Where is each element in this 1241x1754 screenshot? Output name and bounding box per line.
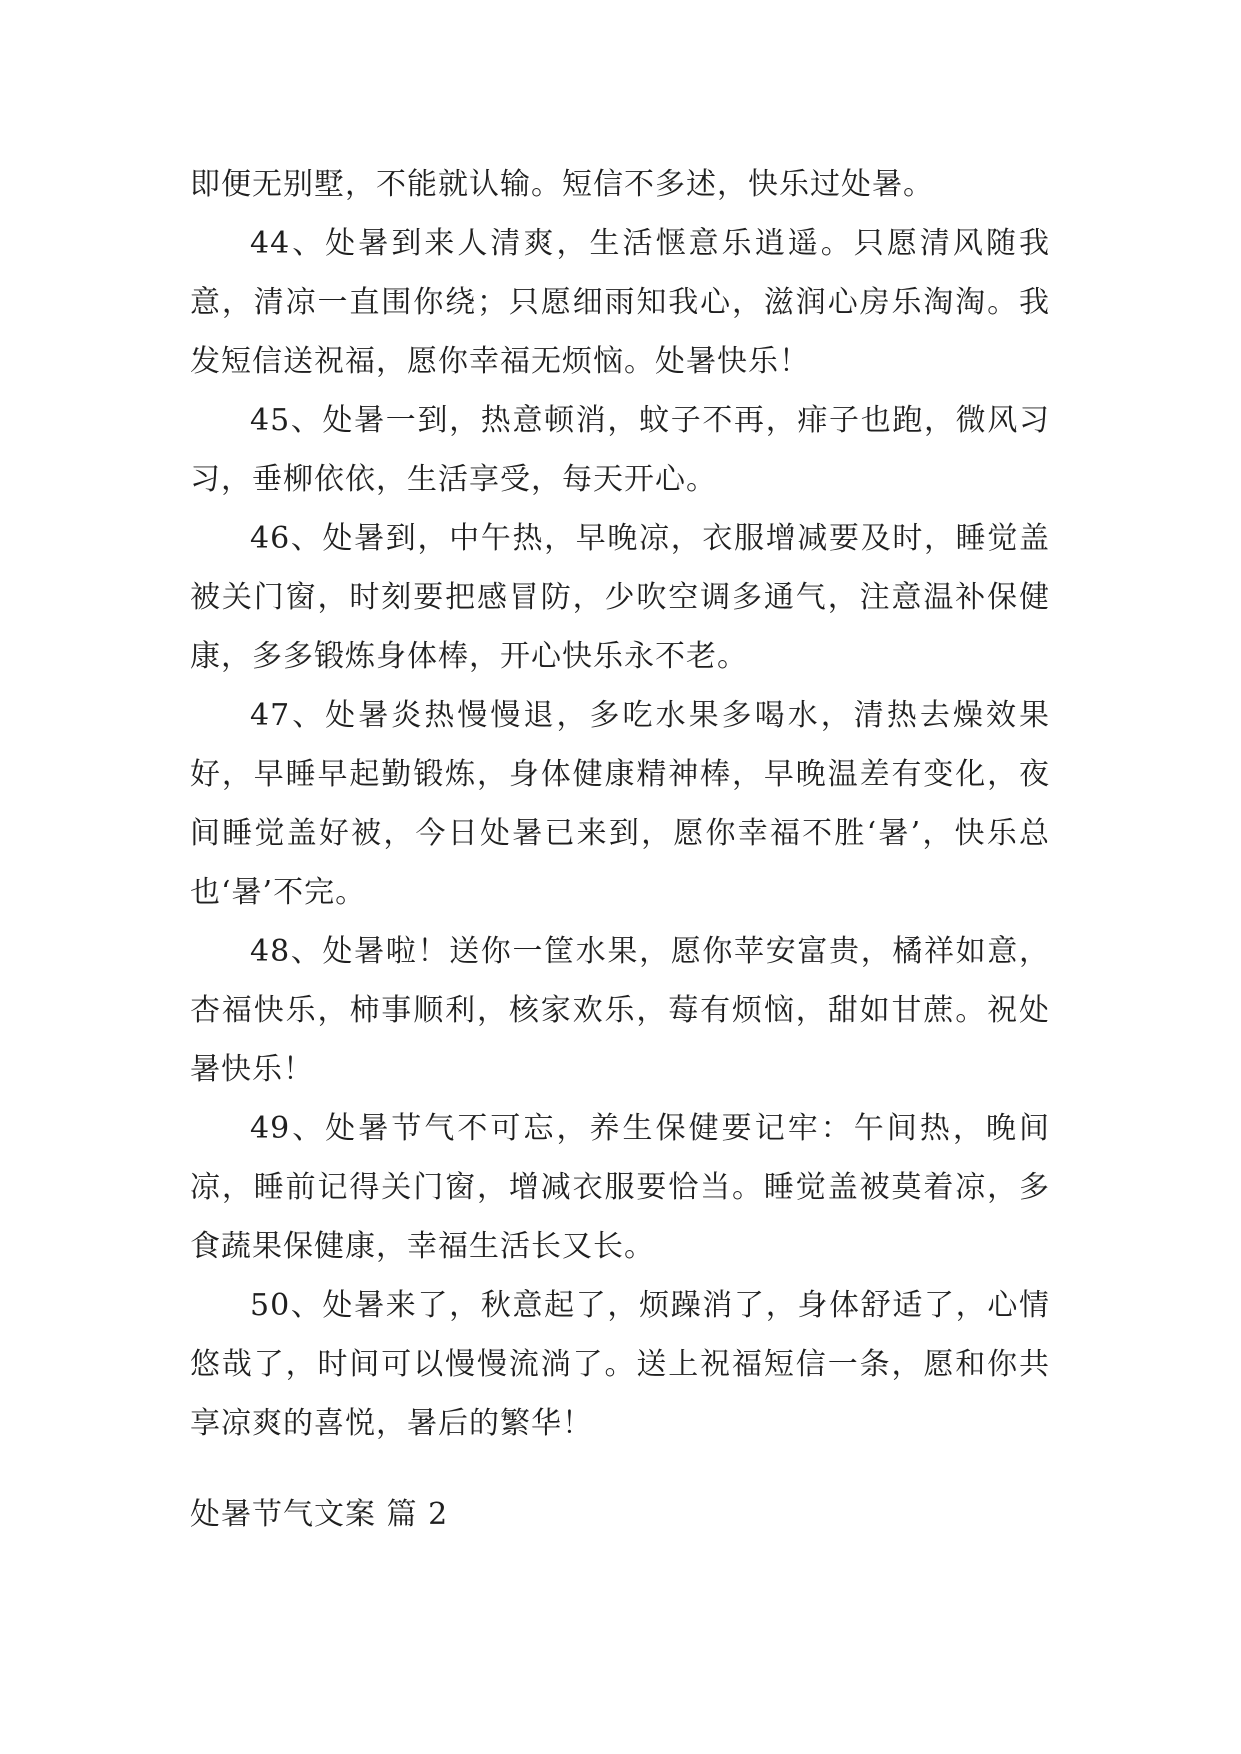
section-heading: 处暑节气文案 篇 2 [190,1497,449,1532]
paragraph-45: 45、处暑一到，热意顿消，蚊子不再，痱子也跑，微风习习，垂柳依依，生活享受，每天开心。 [190,403,1050,497]
continuation-paragraph: 即便无别墅，不能就认输。短信不多述，快乐过处暑。 [190,167,934,202]
paragraph-48: 48、处暑啦！送你一筐水果，愿你苹安富贵，橘祥如意，杏福快乐，柿事顺利，核家欢乐，莓有烦恼，甜如甘蔗。祝处暑快乐！ [190,934,1050,1087]
paragraph-47: 47、处暑炎热慢慢退，多吃水果多喝水，清热去燥效果好，早睡早起勤锻炼，身体健康精神棒，早晚温差有变化，夜间睡觉盖好被，今日处暑已来到，愿你幸福不胜‘暑’，快乐总也‘暑’不完。 [190,698,1050,910]
paragraph-46: 46、处暑到，中午热，早晚凉，衣服增减要及时，睡觉盖被关门窗，时刻要把感冒防，少吹空调多通气，注意温补保健康，多多锻炼身体棒，开心快乐永不老。 [190,521,1050,674]
paragraph-44: 44、处暑到来人清爽，生活惬意乐逍遥。只愿清风随我意，清凉一直围你绕；只愿细雨知我心，滋润心房乐淘淘。我发短信送祝福，愿你幸福无烦恼。处暑快乐！ [190,226,1050,379]
paragraph-50: 50、处暑来了，秋意起了，烦躁消了，身体舒适了，心情悠哉了，时间可以慢慢流淌了。送上祝福短信一条，愿和你共享凉爽的喜悦，暑后的繁华！ [190,1288,1050,1441]
paragraph-49: 49、处暑节气不可忘，养生保健要记牢：午间热，晚间凉，睡前记得关门窗，增减衣服要恰当。睡觉盖被莫着凉，多食蔬果保健康，幸福生活长又长。 [190,1111,1050,1264]
document-body [190,155,1050,1453]
